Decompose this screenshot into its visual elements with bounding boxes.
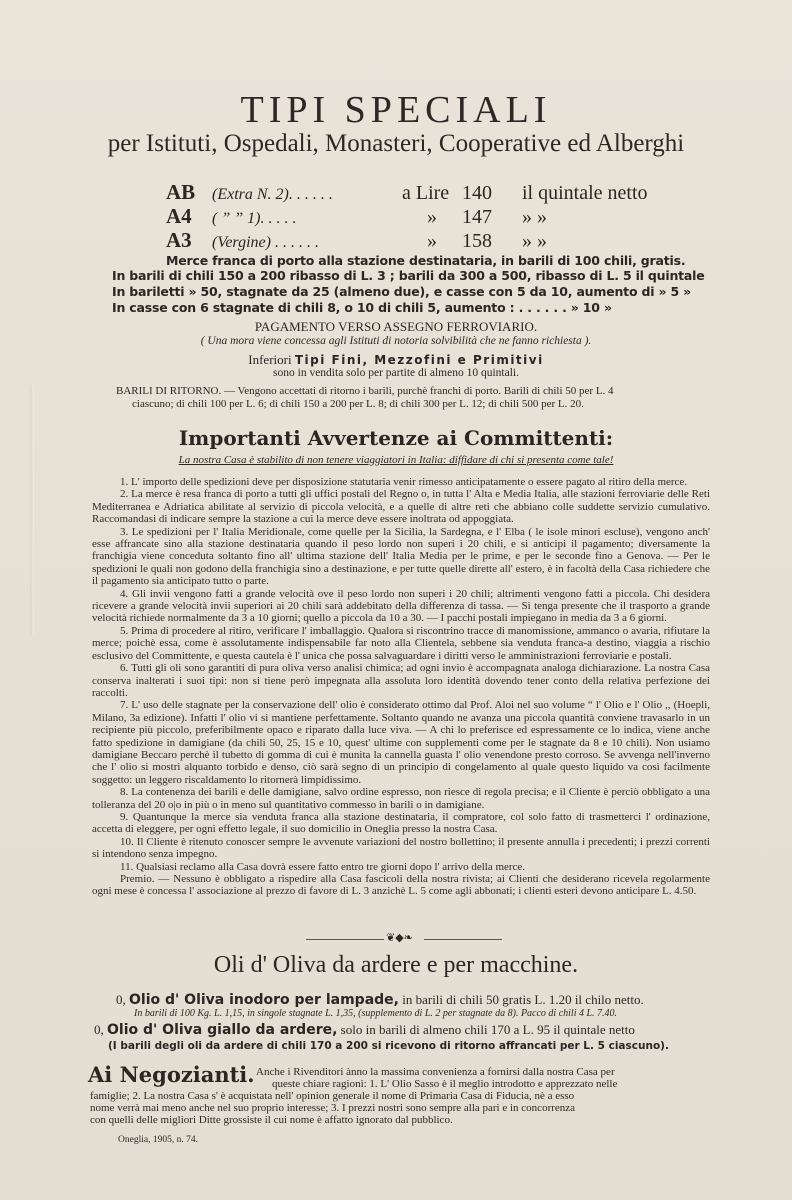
condition-line: In bariletti » 50, stagnate da 25 (almeno due), e casse con 5 da 10, aumento di » 5 »	[112, 284, 692, 299]
oli-item-rest: solo in barili di almeno chili 170 a L. 95 il quintale netto	[340, 1022, 635, 1037]
condition-line: Merce franca di porto alla stazione destinataria, in barili di 100 chili, gratis.	[166, 253, 686, 268]
negozianti-line: nome verrà mai meno anche nel suo proprio interesse; 3. I prezzi nostri sono sempre alla pari e in concorrenza	[90, 1102, 576, 1114]
negozianti-title: Ai Negozianti.	[88, 1062, 255, 1087]
oli-item-2	[94, 1022, 635, 1038]
inferiori-line	[0, 352, 792, 368]
price-lire: a Lire	[402, 182, 450, 204]
avvertenze-body	[92, 476, 710, 898]
payment-note: ( Una mora viene concessa agli Istituti di notoria solvibilità che ne fanno richiesta ).	[200, 335, 592, 347]
inferiori-label: Inferiori	[248, 352, 292, 367]
divider-right	[424, 939, 502, 940]
oli-item-num: 0,	[94, 1022, 104, 1037]
condition-line: In casse con 6 stagnate di chili 8, o 10 di chili 5, aumento : . . . . . . » 10 »	[112, 300, 612, 315]
price-value: 147	[462, 206, 492, 228]
avvertenza-paragraph: 1. L' importo delle spedizioni deve per disposizione statutaria venir rimesso anticipatamente o essere pagato al ritiro della merce.	[120, 476, 688, 488]
price-code: AB	[166, 180, 196, 204]
avvertenze-subtitle: La nostra Casa è stabilito di non tenere viaggiatori in Italia: diffidare di chi si presenta come tale!	[178, 454, 614, 466]
avvertenza-paragraph: 4. Gli invii vengono fatti a grande velocità ove il peso lordo non superi i 20 chili; altrimenti vengono fatti a piccola. Chi desidera ricevere a grande velocità invii superiori ai 20 chili sarà addebitato della differenza di tassa. — Si tenga presente che il trasporto a grande velocità richiede normalmente da 3 a 10 giorni; quello a piccola da 10 a 30. — I pacchi postali impiegano in media da 3 a 6 giorni.	[92, 587, 710, 625]
oli-item-2-sub: (I barili degli oli da ardere di chili 170 a 200 si ricevono di ritorno affrancati per L. 5 ciascuno).	[108, 1040, 669, 1052]
avvertenza-paragraph: 10. Il Cliente è ritenuto conoscer sempre le avvenute variazioni del nostro bollettino; il presente annulla i precedenti; i prezzi correnti si intendono senza impegno.	[92, 835, 710, 861]
price-unit: il quintale netto	[522, 182, 648, 204]
price-row-ab	[166, 180, 648, 205]
avvertenza-paragraph: 3. Le spedizioni per l' Italia Meridionale, come quelle per la Sicilia, la Sardegna, e l' Elba ( le isole minori escluse), vengono anch' esse affrancate sino alla stazione destinataria quando il peso lordo non superi i 20 chili, e si anticipi il pagamento; diversamente la franchigia viene conceduta soltanto fino all' ultima stazione dell' Italia Media per le prime, e per le seconde fino a Genova. — Per le spedizioni le quali non godono della franchigia sino a destinazione, e per tutte quelle dirette all' estero, è in facoltà della Casa richiedere che il pagamento sia anticipato tutto o parte.	[92, 525, 710, 588]
condition-line: In barili di chili 150 a 200 ribasso di L. 3 ; barili da 300 a 500, ribasso di L. 5 il quintale	[112, 268, 705, 283]
price-value: 140	[462, 182, 492, 204]
footer-date: Oneglia, 1905, n. 74.	[118, 1135, 198, 1145]
oli-item-1-sub: In barili di 100 Kg. L. 1,15, in singole stagnate L. 1,35, (supplemento di L. 2 per stagnate da 8). Pacco di chili 4 L. 7.40.	[134, 1008, 618, 1019]
price-desc: (Extra N. 2). . . . . .	[212, 186, 333, 203]
avvertenze-title: Importanti Avvertenze ai Committenti:	[178, 426, 614, 450]
avvertenza-paragraph: 11. Qualsiasi reclamo alla Casa dovrà essere fatto entro tre giorni dopo l' arrivo della merce.	[120, 860, 526, 873]
barili-line-1: BARILI DI RITORNO. — Vengono accettati di ritorno i barili, purchè franchi di porto. Barili di chili 50 per L. 4	[116, 385, 614, 397]
price-unit: » »	[522, 206, 547, 228]
oli-title: Oli d' Oliva da ardere e per macchine.	[213, 952, 579, 978]
oli-item-name: Olio d' Oliva giallo da ardere,	[107, 1022, 338, 1038]
price-code: A4	[166, 204, 192, 228]
negozianti-line: famiglie; 2. La nostra Casa s' è acquistata nell' opinion generale il nome di Primaria Casa di Fiducia, nè a esso	[90, 1090, 575, 1102]
negozianti-line: Anche i Rivenditori ànno la massima convenienza a fornirsi dalla nostra Casa per	[256, 1066, 615, 1078]
price-row-a3	[166, 228, 547, 253]
page-subtitle: per Istituti, Ospedali, Monasteri, Cooperative ed Alberghi	[107, 130, 685, 157]
page-title: TIPI SPECIALI	[240, 89, 552, 131]
price-row-a4	[166, 204, 547, 229]
avvertenza-paragraph: 6. Tutti gli oli sono garantiti di pura oliva verso analisi chimica; ad ogni invio è accompagnata analoga dichiarazione. La nostra Casa conserva inalterati i suoi tipi: non si tiene però impegnata alla assoluta loro identità dovendo tener conto della relativa perfezione dei raccolti.	[92, 662, 710, 699]
inferiori-types: Tipi Fini, Mezzofini e Primitivi	[294, 353, 544, 367]
negozianti-line: queste chiare ragioni: 1. L' Olio Sasso è il meglio introdotto e apprezzato nelle	[272, 1078, 618, 1090]
price-lire: »	[427, 206, 437, 228]
paper-fold	[30, 385, 34, 635]
avvertenza-paragraph: 2. La merce è resa franca di porto a tutti gli uffici postali del Regno o, in tutta l' Alta e Media Italia, alle stazioni ferroviarie delle Reti Mediterranea e Adriatica abilitate al servizio di piccola velocità, e a quelle di altre reti che abbiano colle suddette servizio cumulativo. Raccomandasi di indicare sempre la stazione a cui la merce deve essere inoltrata od appoggiata.	[92, 488, 710, 526]
avvertenza-paragraph: 8. La contenenza dei barili e delle damigiane, salvo ordine espresso, non riesce di regola precisa; e il Cliente è perciò obbligato a una tolleranza del 20 o|o in più o in meno sul quantitativo commesso in barili o in damigiane.	[92, 786, 710, 811]
barili-line-2: ciascuno; di chili 100 per L. 6; di chili 150 a 200 per L. 8; di chili 300 per L. 12; di chili 500 per L. 20.	[132, 398, 584, 410]
oli-item-rest: in barili di chili 50 gratis L. 1.20 il chilo netto.	[402, 992, 644, 1007]
price-desc: (Vergine) . . . . . .	[212, 234, 319, 251]
avvertenza-paragraph: 5. Prima di procedere al ritiro, verificare l' imballaggio. Qualora si riscontrino tracce di manomissione, ammanco o avaria, rifiutare la merce; poichè essa, come è assolutamente indispensabile far noto alla Clientela, sebbene sia venduta franca-a destino, viaggia a rischio esclusivo del Committente, e questa cautela è l' unica che possa salvaguardare i diritti verso le amministrazioni ferroviarie e postali.	[92, 624, 710, 662]
price-desc: ( ” ” 1). . . . .	[212, 210, 297, 227]
avvertenza-paragraph: 7. L' uso delle stagnate per la conservazione dell' olio è considerato ottimo dal Prof. Aloi nel suo volume “ l' Olio e l' Olio ,, (Hoepli, Milano, 3a edizione). Infatti l' olio vi si mantiene perfettamente. Soltanto quando ne avanza una piccola quantità conviene travasarlo in un recipiente più piccolo, preferibilmente opaco e riparato dalla luce viva. — A chi lo preferisce ed espressamente ce lo indica, viene anche fatto spedizione in damigiane (da chili 50, 25, 15 e 10, quest' ultime con supplementi come per le stagnate da 8 e 10 chili). Non usiamo damigiane Beccaro perchè il tubetto di gomma di cui è munita la cannella guasta l' olio venendone presto corroso. Se avvenga nell'inverno che l' olio si mostri alquanto torbido e denso, ciò sarà segno di un principio di congelamento al quale questo liquido va così facilmente soggetto: un leggero riscaldamento lo ritornerà limpidissimo.	[92, 699, 710, 786]
divider-left	[306, 939, 384, 940]
ornament-icon: ❦◆❧	[386, 931, 413, 944]
price-value: 158	[462, 230, 492, 252]
avvertenza-paragraph: Premio. — Nessuno è obbligato a rispedire alla Casa fascicoli della nostra rivista; ai Clienti che desiderano ricevela regolarmente ogni mese è concessa l' associazione al prezzo di favore di L. 3 anzichè L. 5 come agli abbonati; i clienti esteri devono anticipare L. 4.50.	[92, 873, 710, 898]
avvertenza-paragraph: 9. Quantunque la merce sia venduta franca alla stazione destinataria, il compratore, col solo fatto di trasmetterci l' ordinazione, accetta di eleggere, per ogni effetto legale, il suo domicilio in Oneglia presso la nostra Casa.	[92, 810, 710, 836]
oli-item-1	[116, 992, 644, 1008]
price-lire: »	[427, 230, 437, 252]
oli-item-num: 0,	[116, 992, 126, 1007]
negozianti-line: con quelli delle migliori Ditte grossiste il cui nome è affatto ignorato dal pubblico.	[90, 1114, 453, 1126]
price-unit: » »	[522, 230, 547, 252]
payment-title: PAGAMENTO VERSO ASSEGNO FERROVIARIO.	[254, 319, 538, 334]
oli-item-name: Olio d' Oliva inodoro per lampade,	[129, 992, 399, 1008]
price-code: A3	[166, 228, 192, 252]
inferiori-note: sono in vendita solo per partite di almeno 10 quintali.	[273, 367, 519, 379]
